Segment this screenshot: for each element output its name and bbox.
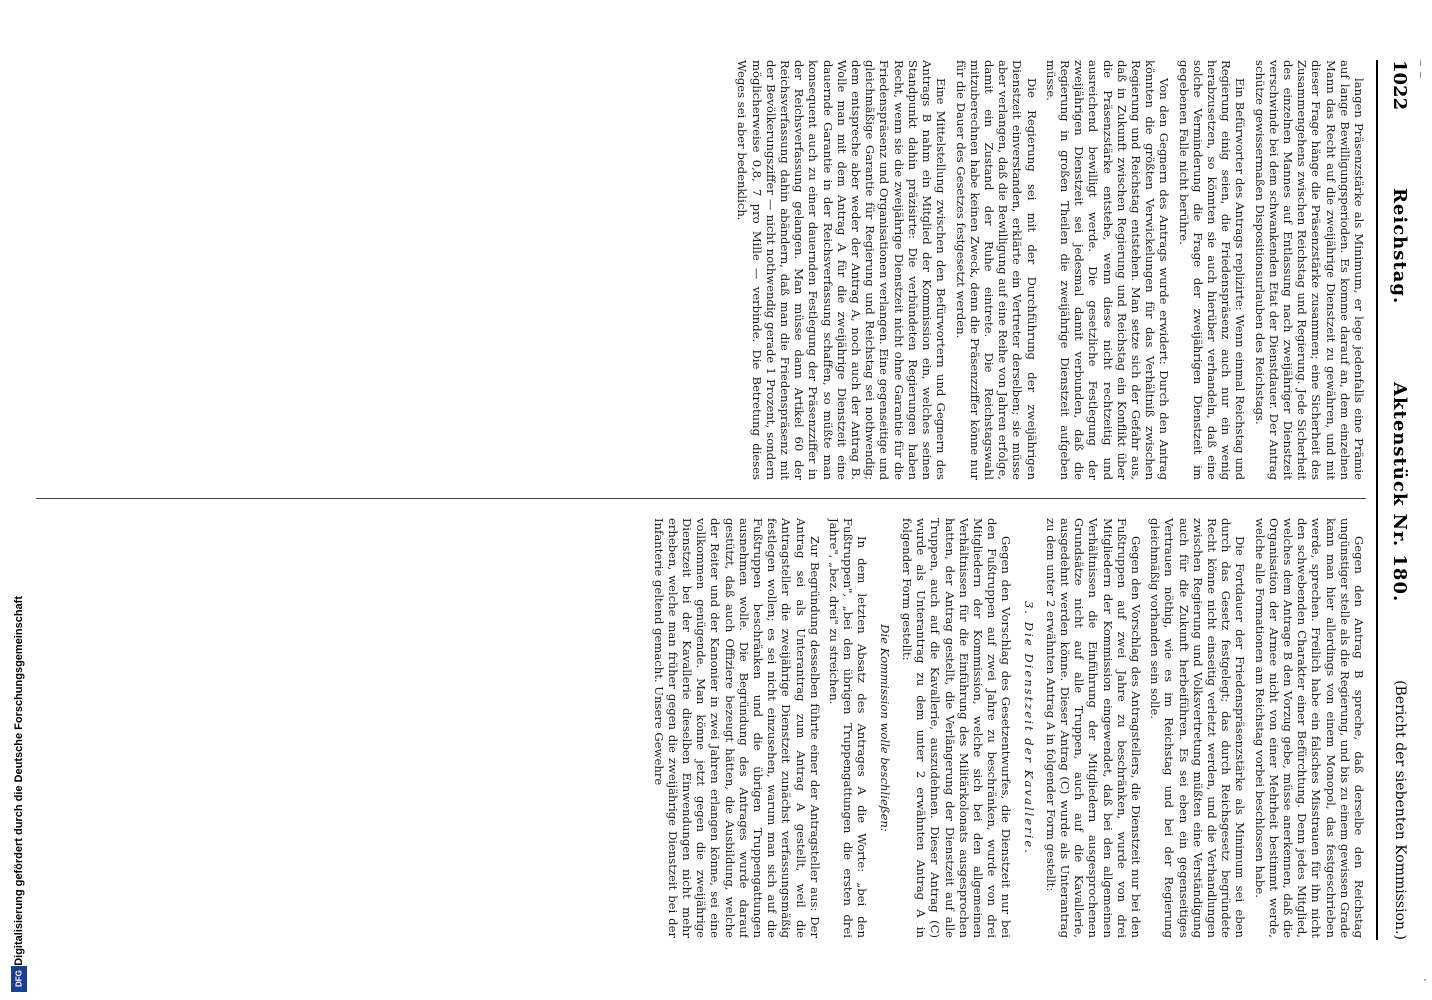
scan-corner-mark: – – [1415,60,1426,79]
funding-note: Digitalisierung gefördert durch die Deutsche Forschungsgemeinschaft [13,596,25,966]
paragraph: Zur Begründung desselben führte einer der Antragsteller aus: Der Antrag sei als Unterantrag zum Antrag A gestellt, weil die Antragsteller die zweijährige Dienstzeit zunächst verfassungsmäßig festlegen wollen; es sei nicht einzusehen, warum man sich auf die Fußtruppen beschränken und die übrigen Truppengattungen ausnehmen wolle. Die Begründung des Antrages wurde darauf gestützt, daß auch Offiziere bezeugt hätten, die Ausbildung, welche der Reiter und der Kanonier in zwei Jahren erlangen könne, sei eine vollkommen genügende. Man könne jetzt gegen die zweijährige Dienstzeit bei der Kavallerie dieselben Einwendungen nicht mehr erheben, welche man früher gegen die zweijährige Dienstzeit bei der Infanterie geltend gemacht. Unsere Gewehre [651,518,822,938]
paragraph: Von den Gegnern des Antrags wurde erwidert: Durch den Antrag könnten die größten Verwickelungen für das Verhältniß zwischen Regierung und Reichstag entstehen. Man setze sich der Gefahr aus, daß in Zukunft zwischen Regierung und Reichstag ein Konflikt über die Präsenzstärke entstehe, wenn diese nicht rechtzeitig und ausreichend bewilligt werde. Die gesetzliche Festlegung der zweijährigen Dienstzeit sei jedesmal damit verbunden, daß die Regierung in großen Theilen die zweijährige Dienstzeit aufgeben müsse. [1043,60,1172,480]
motion-text: In dem letzten Absatz des Antrages A die Worte: „bei den Fußtruppen", „bei den übrigen Truppengattungen die ersten drei Jahre", „bez. drei" zu streichen. [827,518,870,938]
paragraph: Gegen den Vorschlag des Gesetzentwurfes, die Dienstzeit nur bei den Fußtruppen auf zwei Jahre zu beschränken, wurde von drei Mitgliedern der Kommission, welche sich bei den allgemeinen Verhältnissen für die Einführung des Militärkolonats ausgesprochen hatten, der Antrag gestellt, die Verlängerung der Dienstzeit auf alle Truppen, auch auf die Kavallerie, auszudehnen. Dieser Antrag (C) wurde als Unterantrag zu dem unter 2 erwähnten Antrag A in folgender Form gestellt: [899,518,1014,938]
paragraph: Gegen den Vorschlag des Antragstellers, die Dienstzeit nur bei den Fußtruppen auf zwei Jahre zu beschränken, wurde von drei Mitgliedern der Kommission eingewendet, daß bei den allgemeinen Verhältnissen die Einführung der Mitgliedern ausgesprochenen Grundsätze nicht auf alle Truppen, auch auf die Kavallerie, ausgedehnt werden könne. Dieser Antrag (C) wurde als Unterantrag zu dem unter 2 erwähnten Antrag A in folgender Form gestellt: [1043,518,1143,938]
paragraph: Gegen den Antrag B spreche, daß derselbe den Reichstag ungünstiger stelle als die Regierung, und bis zu einem gewissen Grade kann man hier allerdings von einem Monopol, das festgeschrieben werde, sprechen. Freilich habe ein falsches Misstrauen für ihn nicht den schwebenden Charakter einer Befürchtung. Denn jedes Mitglied, welches dem Antrage B den Vorzug gebe, müsse anerkennen, daß die Organisation der Armee nicht von einer Mehrheit bestimmt werde, welche alle Formationen am Reichstag vorbei beschlossen habe. [1252,518,1366,938]
right-text-column [36,518,1366,938]
paragraph: Eine Mittelstellung zwischen den Befürwortern und Gegnern des Antrags B nahm ein Mitglied der Kommission ein, welches seinen Standpunkt dahin präzisirte: Die verbündeten Regierungen haben Recht, wenn sie die zweijährige Dienstzeit nicht ohne Garantie für die Friedenspräsenz und Organisationen verlangen. Eine gegenseitige und gleichmäßige Garantie für Regierung und Reichstag sei nothwendig; dem entspreche aber weder der Antrag A, noch auch der Antrag B. Wolle man mit dem Antrag A für die zweijährige Dienstzeit eine dauernde Garantie in der Reichsverfassung schaffen, so müßte man konsequent auch zu einer dauernden Festlegung der Präsenzziffer in der Reichsverfassung gelangen. Man müsse dann Artikel 60 der Reichsverfassung dahin abändern, daß man die Friedenspräsenz mit der Bevölkerungsziffer — nicht nothwendig gerade 1 Prozent, sondern möglicherweise 0,8, 7 pro Mille — verbinde. Die Betretung dieses Weges sei aber bedenklich. [735,60,949,480]
document-file-number: Aktenstück Nr. 180. [1389,382,1411,603]
page-number: 1022 [1389,60,1411,111]
page-header [1380,60,1420,940]
section-heading: 3. Die Dienstzeit der Kavallerie. [1021,601,1036,855]
paragraph: langen Präsenzstärke als Minimum, er lege jedenfalls eine Prämie auf lange Bewilligungsperioden. Es komme darauf an, dem einzelnen Mann das Recht auf die zweijährige Dienstzeit zu gewähren, und mit dieser Frage hänge die Präsenzstärke zusammen; eine Sicherheit des Zusammengehens zwischen Reichstag und Regierung. Jede Sicherheit des einzelnen Mannes auf Entlassung nach zweijähriger Dienstzeit verschwinde bei dem schwankenden Etat der Dienstdauer. Der Antrag schütze gewissermaßen Dispositionsurlauben des Reichstags. [1252,60,1366,480]
paragraph: Die Regierung sei mit der Durchführung der zweijährigen Dienstzeit einverstanden, erklärte ein Vertreter derselben; sie müsse aber verlangen, daß die Bewilligung auf eine Reihe von Jahren erfolge, damit ein Zustand der Ruhe eintrete. Die Reichstagswahl mitzuberechnen habe keinen Zweck, denn die Präsenzziffer könne nur für die Dauer des Gesetzes festgesetzt werden. [953,60,1039,480]
column-divider [36,498,1366,499]
resolution-intro: Die Kommission wolle beschließen: [877,624,892,832]
left-text-column [36,60,1366,480]
publication-title: Reichstag. [1389,187,1411,305]
paragraph: Die Fortdauer der Friedenspräsenzstärke als Minimum sei eben durch das Gesetz festgelegt; das durch Reichsgesetz begründete Recht könne nicht einseitig verletzt werden, und die Verhandlungen zwischen Regierung und Volksvertretung müßten eine Verständigung auch für die Zukunft herbeiführen. Es sei eben ein gegenseitiges Vertrauen nöthig, wie es im Reichstag und bei der Regierung gleichmäßig vorhanden sein solle. [1148,518,1248,938]
header-rule [1376,60,1378,940]
dfg-logo-icon: DFG [11,966,27,992]
digitization-footer [8,586,30,996]
scan-corner-mark: · [1421,975,1428,986]
paragraph: Ein Befürworter des Antrags replizirte: Wenn einmal Reichstag und Regierung einig seien, die Friedenspräsenz auch nur ein wenig herabzusetzen, so könnten sie auch hierüber verhandeln, daß eine solche Verminderung die Frage der zweijährigen Dienstzeit im gegebenen Falle nicht berühre. [1176,60,1248,480]
section-title: (Bericht der siebenten Kommission.) [1392,680,1408,940]
